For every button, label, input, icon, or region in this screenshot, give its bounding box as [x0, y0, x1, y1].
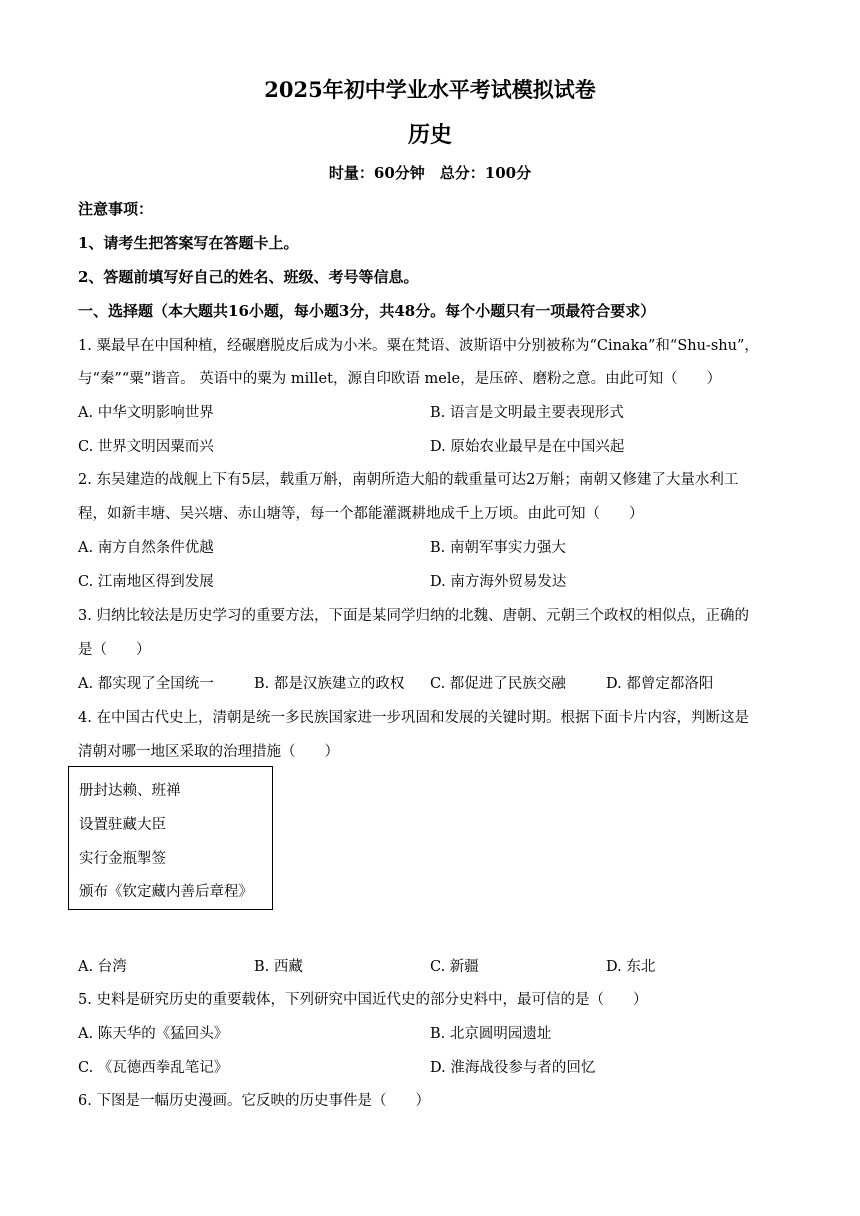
option-a: A. 陈天华的《猛回头》 — [78, 1026, 229, 1042]
card-item: 实行金瓶掣签 — [79, 851, 166, 867]
option-a: A. 南方自然条件优越 — [78, 540, 214, 556]
question-text: 3. 归纳比较法是历史学习的重要方法，下面是某同学归纳的北魏、唐朝、元朝三个政权的相似点，正确的 — [78, 608, 749, 624]
option-c: C. 江南地区得到发展 — [78, 574, 214, 590]
option-b: B. 南朝军事实力强大 — [430, 540, 566, 556]
option-c: C. 《瓦德西拳乱笔记》 — [78, 1060, 229, 1076]
notice-item: 2、答题前填写好自己的姓名、班级、考号等信息。 — [78, 268, 419, 286]
option-b: B. 北京圆明园遗址 — [430, 1026, 552, 1042]
option-d: D. 都曾定都洛阳 — [606, 676, 714, 692]
question-text: 4. 在中国古代史上，清朝是统一多民族国家进一步巩固和发展的关键时期。根据下面卡片内容，判断这是 — [78, 710, 749, 726]
option-d: D. 淮海战役参与者的回忆 — [430, 1060, 596, 1076]
question-text: 6. 下图是一幅历史漫画。它反映的历史事件是（ ） — [78, 1093, 430, 1109]
card-item: 颁布《钦定藏内善后章程》 — [79, 884, 253, 900]
option-c: C. 新疆 — [430, 959, 479, 975]
card-item: 设置驻藏大臣 — [79, 817, 166, 833]
option-b: B. 语言是文明最主要表现形式 — [430, 405, 624, 421]
info-card — [68, 766, 273, 910]
option-a: A. 中华文明影响世界 — [78, 405, 214, 421]
exam-title: 2025年初中学业水平考试模拟试卷 — [264, 77, 596, 102]
option-c: C. 都促进了民族交融 — [430, 676, 566, 692]
question-text: 5. 史料是研究历史的重要载体，下列研究中国近代史的部分史料中，最可信的是（ ） — [78, 992, 648, 1008]
option-c: C. 世界文明因粟而兴 — [78, 439, 214, 455]
notice-item: 1、请考生把答案写在答题卡上。 — [78, 234, 299, 252]
notice-heading: 注意事项： — [78, 200, 154, 218]
option-b: B. 西藏 — [254, 959, 303, 975]
option-d: D. 南方海外贸易发达 — [430, 574, 567, 590]
question-text: 是（ ） — [78, 642, 151, 658]
question-text: 清朝对哪一地区采取的治理措施（ ） — [78, 744, 339, 760]
option-d: D. 东北 — [606, 959, 656, 975]
option-a: A. 台湾 — [78, 959, 127, 975]
exam-meta: 时量：60分钟 总分：100分 — [328, 164, 532, 182]
section-heading: 一、选择题（本大题共16小题，每小题3分，共48分。每个小题只有一项最符合要求） — [78, 302, 656, 320]
question-text: 与“秦”“粟”谐音。 英语中的粟为 millet，源自印欧语 mele，是压碎、磨粉之意。由此可知（ ） — [78, 371, 722, 387]
option-d: D. 原始农业最早是在中国兴起 — [430, 439, 625, 455]
card-item: 册封达赖、班禅 — [79, 783, 181, 799]
question-text: 1. 粟最早在中国种植，经碾磨脱皮后成为小米。粟在梵语、波斯语中分别被称为“Cinaka”和“Shu-shu”， — [78, 338, 759, 354]
exam-subject: 历史 — [407, 122, 452, 148]
question-text: 程，如新丰塘、吴兴塘、赤山塘等，每一个都能灌溉耕地成千上万顷。由此可知（ ） — [78, 506, 644, 522]
option-b: B. 都是汉族建立的政权 — [254, 676, 405, 692]
question-text: 2. 东吴建造的战舰上下有5层，载重万斛，南朝所造大船的载重量可达2万斛；南朝又修建了大量水利工 — [78, 472, 739, 488]
option-a: A. 都实现了全国统一 — [78, 676, 214, 692]
